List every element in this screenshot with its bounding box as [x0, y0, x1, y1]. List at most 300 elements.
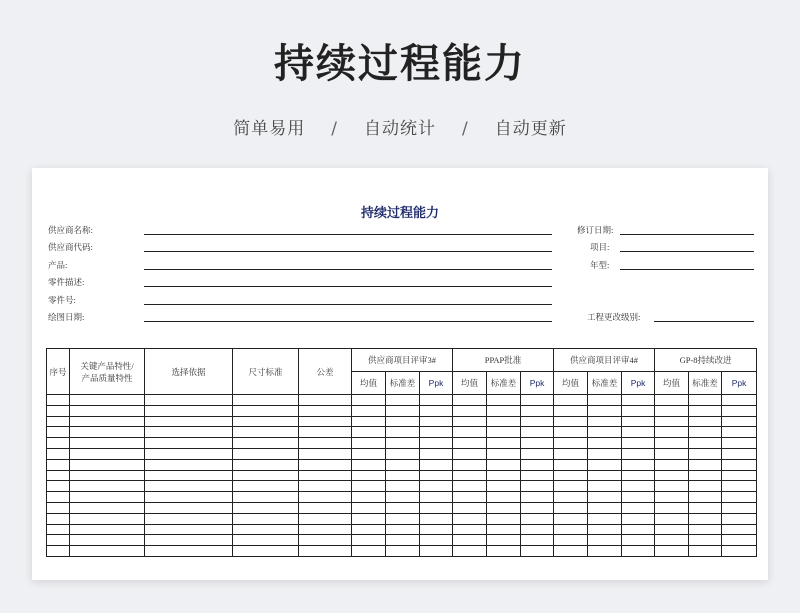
- table-cell[interactable]: [47, 513, 70, 524]
- table-cell[interactable]: [352, 524, 386, 535]
- header-ppk: Ppk: [521, 372, 554, 395]
- tag-easy: 简单易用: [233, 119, 306, 139]
- table-cell[interactable]: [386, 438, 420, 449]
- table-cell[interactable]: [420, 448, 453, 459]
- table-cell[interactable]: [233, 492, 299, 503]
- table-cell[interactable]: [299, 513, 352, 524]
- table-cell[interactable]: [722, 535, 757, 546]
- table-cell[interactable]: [47, 470, 70, 481]
- table-cell[interactable]: [145, 459, 233, 470]
- table-cell[interactable]: [145, 438, 233, 449]
- table-cell[interactable]: [655, 492, 689, 503]
- table-cell[interactable]: [453, 513, 487, 524]
- table-cell[interactable]: [521, 524, 554, 535]
- table-cell[interactable]: [655, 448, 689, 459]
- table-cell[interactable]: [453, 438, 487, 449]
- table-cell[interactable]: [521, 535, 554, 546]
- table-cell[interactable]: [233, 427, 299, 438]
- table-cell[interactable]: [352, 448, 386, 459]
- table-cell[interactable]: [145, 405, 233, 416]
- table-cell[interactable]: [70, 546, 145, 557]
- table-cell[interactable]: [47, 502, 70, 513]
- table-cell[interactable]: [299, 546, 352, 557]
- table-cell[interactable]: [420, 481, 453, 492]
- revision-date-line[interactable]: [620, 234, 754, 235]
- table-cell[interactable]: [47, 438, 70, 449]
- table-cell[interactable]: [487, 535, 521, 546]
- table-row: [47, 438, 757, 449]
- table-cell[interactable]: [70, 481, 145, 492]
- table-cell[interactable]: [689, 502, 722, 513]
- table-cell[interactable]: [352, 513, 386, 524]
- table-cell[interactable]: [487, 524, 521, 535]
- table-cell[interactable]: [655, 395, 689, 406]
- table-cell[interactable]: [521, 438, 554, 449]
- table-cell[interactable]: [70, 438, 145, 449]
- table-cell[interactable]: [233, 535, 299, 546]
- table-cell[interactable]: [655, 405, 689, 416]
- table-cell[interactable]: [299, 524, 352, 535]
- table-cell[interactable]: [453, 470, 487, 481]
- table-cell[interactable]: [521, 448, 554, 459]
- table-cell[interactable]: [420, 405, 453, 416]
- table-cell[interactable]: [299, 416, 352, 427]
- table-cell[interactable]: [521, 405, 554, 416]
- table-cell[interactable]: [487, 513, 521, 524]
- table-cell[interactable]: [622, 405, 655, 416]
- table-cell[interactable]: [299, 395, 352, 406]
- table-cell[interactable]: [299, 427, 352, 438]
- table-cell[interactable]: [554, 513, 588, 524]
- table-cell[interactable]: [588, 481, 622, 492]
- project-line[interactable]: [620, 251, 754, 252]
- table-cell[interactable]: [554, 405, 588, 416]
- table-cell[interactable]: [521, 502, 554, 513]
- table-cell[interactable]: [145, 492, 233, 503]
- table-cell[interactable]: [722, 427, 757, 438]
- table-cell[interactable]: [70, 416, 145, 427]
- table-cell[interactable]: [487, 405, 521, 416]
- table-cell[interactable]: [420, 513, 453, 524]
- table-cell[interactable]: [588, 459, 622, 470]
- table-cell[interactable]: [588, 470, 622, 481]
- table-cell[interactable]: [588, 546, 622, 557]
- table-cell[interactable]: [655, 438, 689, 449]
- table-cell[interactable]: [145, 470, 233, 481]
- table-cell[interactable]: [47, 535, 70, 546]
- table-cell[interactable]: [386, 546, 420, 557]
- table-cell[interactable]: [554, 481, 588, 492]
- table-cell[interactable]: [554, 502, 588, 513]
- part-number-label: 零件号:: [48, 295, 76, 305]
- table-cell[interactable]: [386, 416, 420, 427]
- table-cell[interactable]: [588, 405, 622, 416]
- table-cell[interactable]: [145, 481, 233, 492]
- table-cell[interactable]: [554, 416, 588, 427]
- table-cell[interactable]: [722, 481, 757, 492]
- table-cell[interactable]: [420, 535, 453, 546]
- table-cell[interactable]: [233, 459, 299, 470]
- table-cell[interactable]: [622, 535, 655, 546]
- header-index: 序号: [47, 349, 70, 395]
- table-cell[interactable]: [487, 427, 521, 438]
- tag-separator: /: [462, 119, 469, 139]
- table-cell[interactable]: [722, 438, 757, 449]
- table-cell[interactable]: [352, 502, 386, 513]
- table-cell[interactable]: [655, 524, 689, 535]
- table-row: [47, 427, 757, 438]
- table-cell[interactable]: [689, 535, 722, 546]
- table-cell[interactable]: [588, 502, 622, 513]
- model-year-line[interactable]: [620, 269, 754, 270]
- table-cell[interactable]: [453, 481, 487, 492]
- part-number-line[interactable]: [144, 304, 552, 305]
- table-cell[interactable]: [521, 416, 554, 427]
- table-cell[interactable]: [352, 492, 386, 503]
- product-label: 产品:: [48, 260, 68, 270]
- part-description-line[interactable]: [144, 286, 552, 287]
- table-cell[interactable]: [689, 438, 722, 449]
- tag-auto-update: 自动更新: [494, 119, 567, 139]
- table-cell[interactable]: [554, 524, 588, 535]
- table-cell[interactable]: [588, 395, 622, 406]
- table-cell[interactable]: [47, 416, 70, 427]
- table-cell[interactable]: [47, 524, 70, 535]
- table-cell[interactable]: [352, 405, 386, 416]
- table-cell[interactable]: [487, 481, 521, 492]
- table-cell[interactable]: [145, 513, 233, 524]
- table-cell[interactable]: [70, 395, 145, 406]
- table-cell[interactable]: [622, 502, 655, 513]
- table-cell[interactable]: [47, 459, 70, 470]
- table-cell[interactable]: [299, 502, 352, 513]
- table-cell[interactable]: [588, 438, 622, 449]
- table-cell[interactable]: [233, 438, 299, 449]
- header-ppk: Ppk: [622, 372, 655, 395]
- table-cell[interactable]: [299, 448, 352, 459]
- table-cell[interactable]: [588, 427, 622, 438]
- table-cell[interactable]: [145, 416, 233, 427]
- table-row: [47, 513, 757, 524]
- table-cell[interactable]: [453, 459, 487, 470]
- table-cell[interactable]: [420, 470, 453, 481]
- table-cell[interactable]: [655, 459, 689, 470]
- table-cell[interactable]: [521, 481, 554, 492]
- table-cell[interactable]: [487, 438, 521, 449]
- table-cell[interactable]: [299, 492, 352, 503]
- table-cell[interactable]: [554, 459, 588, 470]
- table-cell[interactable]: [622, 395, 655, 406]
- table-cell[interactable]: [722, 395, 757, 406]
- table-cell[interactable]: [299, 438, 352, 449]
- table-cell[interactable]: [386, 427, 420, 438]
- table-cell[interactable]: [689, 524, 722, 535]
- table-cell[interactable]: [352, 459, 386, 470]
- revision-date-label: 修订日期:: [577, 225, 614, 235]
- table-cell[interactable]: [622, 470, 655, 481]
- table-cell[interactable]: [386, 405, 420, 416]
- table-cell[interactable]: [655, 535, 689, 546]
- table-cell[interactable]: [453, 416, 487, 427]
- table-cell[interactable]: [352, 438, 386, 449]
- table-cell[interactable]: [233, 546, 299, 557]
- table-cell[interactable]: [145, 427, 233, 438]
- table-cell[interactable]: [352, 546, 386, 557]
- table-cell[interactable]: [722, 502, 757, 513]
- table-cell[interactable]: [722, 513, 757, 524]
- table-cell[interactable]: [70, 502, 145, 513]
- form-sheet: [32, 168, 768, 580]
- table-cell[interactable]: [420, 395, 453, 406]
- table-cell[interactable]: [420, 438, 453, 449]
- table-cell[interactable]: [521, 513, 554, 524]
- table-cell[interactable]: [622, 481, 655, 492]
- table-cell[interactable]: [352, 481, 386, 492]
- table-cell[interactable]: [622, 427, 655, 438]
- table-cell[interactable]: [487, 448, 521, 459]
- header-group-review3: 供应商项目评审3#: [352, 349, 453, 372]
- table-cell[interactable]: [655, 502, 689, 513]
- table-cell[interactable]: [554, 427, 588, 438]
- table-cell[interactable]: [622, 524, 655, 535]
- table-cell[interactable]: [386, 492, 420, 503]
- table-cell[interactable]: [689, 448, 722, 459]
- table-cell[interactable]: [233, 502, 299, 513]
- table-cell[interactable]: [689, 395, 722, 406]
- table-cell[interactable]: [47, 395, 70, 406]
- table-cell[interactable]: [145, 395, 233, 406]
- table-cell[interactable]: [521, 395, 554, 406]
- table-cell[interactable]: [386, 459, 420, 470]
- table-cell[interactable]: [70, 492, 145, 503]
- table-row: [47, 546, 757, 557]
- table-row: [47, 405, 757, 416]
- engineering-change-level-line[interactable]: [654, 321, 754, 322]
- table-cell[interactable]: [655, 470, 689, 481]
- table-cell[interactable]: [554, 492, 588, 503]
- table-cell[interactable]: [722, 416, 757, 427]
- table-cell[interactable]: [655, 416, 689, 427]
- tag-separator: /: [331, 119, 338, 139]
- table-cell[interactable]: [70, 470, 145, 481]
- table-cell[interactable]: [655, 513, 689, 524]
- table-cell[interactable]: [622, 416, 655, 427]
- table-cell[interactable]: [47, 427, 70, 438]
- header-stddev: 标准差: [487, 372, 521, 395]
- table-cell[interactable]: [70, 524, 145, 535]
- table-row: [47, 535, 757, 546]
- table-cell[interactable]: [487, 546, 521, 557]
- table-cell[interactable]: [47, 405, 70, 416]
- table-cell[interactable]: [145, 535, 233, 546]
- table-cell[interactable]: [588, 448, 622, 459]
- table-cell[interactable]: [453, 395, 487, 406]
- table-cell[interactable]: [689, 427, 722, 438]
- table-cell[interactable]: [722, 448, 757, 459]
- table-cell[interactable]: [420, 502, 453, 513]
- table-cell[interactable]: [622, 513, 655, 524]
- table-cell[interactable]: [453, 492, 487, 503]
- table-cell[interactable]: [70, 448, 145, 459]
- table-cell[interactable]: [386, 470, 420, 481]
- table-cell[interactable]: [722, 405, 757, 416]
- table-cell[interactable]: [453, 524, 487, 535]
- table-cell[interactable]: [299, 535, 352, 546]
- table-cell[interactable]: [453, 502, 487, 513]
- table-cell[interactable]: [453, 546, 487, 557]
- table-cell[interactable]: [689, 492, 722, 503]
- product-line[interactable]: [144, 269, 552, 270]
- table-cell[interactable]: [588, 535, 622, 546]
- table-cell[interactable]: [233, 524, 299, 535]
- table-cell[interactable]: [233, 513, 299, 524]
- table-cell[interactable]: [420, 524, 453, 535]
- table-cell[interactable]: [622, 448, 655, 459]
- table-cell[interactable]: [655, 546, 689, 557]
- table-cell[interactable]: [453, 448, 487, 459]
- table-cell[interactable]: [233, 405, 299, 416]
- table-cell[interactable]: [47, 492, 70, 503]
- table-cell[interactable]: [386, 502, 420, 513]
- table-cell[interactable]: [47, 546, 70, 557]
- table-cell[interactable]: [722, 524, 757, 535]
- table-cell[interactable]: [622, 546, 655, 557]
- table-cell[interactable]: [588, 524, 622, 535]
- header-mean: 均值: [352, 372, 386, 395]
- table-cell[interactable]: [588, 416, 622, 427]
- header-stddev: 标准差: [689, 372, 722, 395]
- table-cell[interactable]: [487, 492, 521, 503]
- header-ppk: Ppk: [722, 372, 757, 395]
- table-cell[interactable]: [352, 416, 386, 427]
- header-mean: 均值: [453, 372, 487, 395]
- table-cell[interactable]: [420, 427, 453, 438]
- table-cell[interactable]: [722, 546, 757, 557]
- table-row: [47, 448, 757, 459]
- table-cell[interactable]: [622, 492, 655, 503]
- table-cell[interactable]: [521, 470, 554, 481]
- table-cell[interactable]: [352, 395, 386, 406]
- table-cell[interactable]: [487, 459, 521, 470]
- table-cell[interactable]: [70, 405, 145, 416]
- table-cell[interactable]: [487, 395, 521, 406]
- table-cell[interactable]: [722, 470, 757, 481]
- table-cell[interactable]: [588, 513, 622, 524]
- supplier-code-label: 供应商代码:: [48, 242, 93, 252]
- table-cell[interactable]: [521, 459, 554, 470]
- table-cell[interactable]: [722, 492, 757, 503]
- table-cell[interactable]: [622, 438, 655, 449]
- table-cell[interactable]: [352, 470, 386, 481]
- table-cell[interactable]: [689, 546, 722, 557]
- table-cell[interactable]: [420, 492, 453, 503]
- table-cell[interactable]: [689, 481, 722, 492]
- header-group-gp8: GP-8持续改进: [655, 349, 757, 372]
- table-cell[interactable]: [145, 448, 233, 459]
- supplier-code-line[interactable]: [144, 251, 552, 252]
- table-cell[interactable]: [655, 427, 689, 438]
- table-cell[interactable]: [145, 502, 233, 513]
- table-cell[interactable]: [487, 416, 521, 427]
- table-cell[interactable]: [554, 448, 588, 459]
- drawing-date-line[interactable]: [144, 321, 552, 322]
- table-cell[interactable]: [722, 459, 757, 470]
- table-cell[interactable]: [386, 524, 420, 535]
- table-cell[interactable]: [233, 481, 299, 492]
- table-cell[interactable]: [689, 513, 722, 524]
- table-cell[interactable]: [521, 427, 554, 438]
- table-cell[interactable]: [689, 470, 722, 481]
- table-cell[interactable]: [70, 513, 145, 524]
- table-cell[interactable]: [554, 395, 588, 406]
- table-cell[interactable]: [689, 405, 722, 416]
- table-cell[interactable]: [689, 459, 722, 470]
- table-cell[interactable]: [47, 448, 70, 459]
- table-cell[interactable]: [554, 438, 588, 449]
- table-body: [47, 395, 757, 557]
- table-cell[interactable]: [622, 459, 655, 470]
- table-cell[interactable]: [689, 416, 722, 427]
- table-cell[interactable]: [145, 546, 233, 557]
- table-cell[interactable]: [70, 427, 145, 438]
- table-cell[interactable]: [70, 459, 145, 470]
- table-cell[interactable]: [386, 448, 420, 459]
- table-cell[interactable]: [420, 416, 453, 427]
- table-cell[interactable]: [352, 535, 386, 546]
- table-cell[interactable]: [233, 448, 299, 459]
- table-cell[interactable]: [554, 546, 588, 557]
- table-cell[interactable]: [233, 416, 299, 427]
- table-cell[interactable]: [453, 427, 487, 438]
- capability-table: [46, 348, 757, 557]
- table-cell[interactable]: [233, 395, 299, 406]
- table-cell[interactable]: [299, 481, 352, 492]
- table-cell[interactable]: [299, 470, 352, 481]
- table-row: [47, 459, 757, 470]
- table-cell[interactable]: [386, 481, 420, 492]
- table-cell[interactable]: [453, 535, 487, 546]
- drawing-date-label: 绘图日期:: [48, 312, 85, 322]
- table-cell[interactable]: [521, 546, 554, 557]
- table-cell[interactable]: [554, 535, 588, 546]
- supplier-name-line[interactable]: [144, 234, 552, 235]
- project-label: 项目:: [590, 242, 610, 252]
- table-cell[interactable]: [299, 405, 352, 416]
- table-cell[interactable]: [386, 535, 420, 546]
- table-cell[interactable]: [352, 427, 386, 438]
- table-cell[interactable]: [487, 470, 521, 481]
- table-cell[interactable]: [386, 513, 420, 524]
- table-cell[interactable]: [453, 405, 487, 416]
- table-cell[interactable]: [554, 470, 588, 481]
- table-cell[interactable]: [420, 546, 453, 557]
- table-cell[interactable]: [299, 459, 352, 470]
- header-selection-basis: 选择依据: [145, 349, 233, 395]
- table-cell[interactable]: [47, 481, 70, 492]
- table-cell[interactable]: [588, 492, 622, 503]
- table-cell[interactable]: [233, 470, 299, 481]
- table-cell[interactable]: [70, 535, 145, 546]
- table-row: [47, 481, 757, 492]
- table-cell[interactable]: [386, 395, 420, 406]
- part-description-label: 零件描述:: [48, 277, 85, 287]
- feature-tags: [0, 114, 800, 139]
- table-cell[interactable]: [487, 502, 521, 513]
- table-cell[interactable]: [521, 492, 554, 503]
- table-cell[interactable]: [420, 459, 453, 470]
- table-cell[interactable]: [655, 481, 689, 492]
- table-cell[interactable]: [145, 524, 233, 535]
